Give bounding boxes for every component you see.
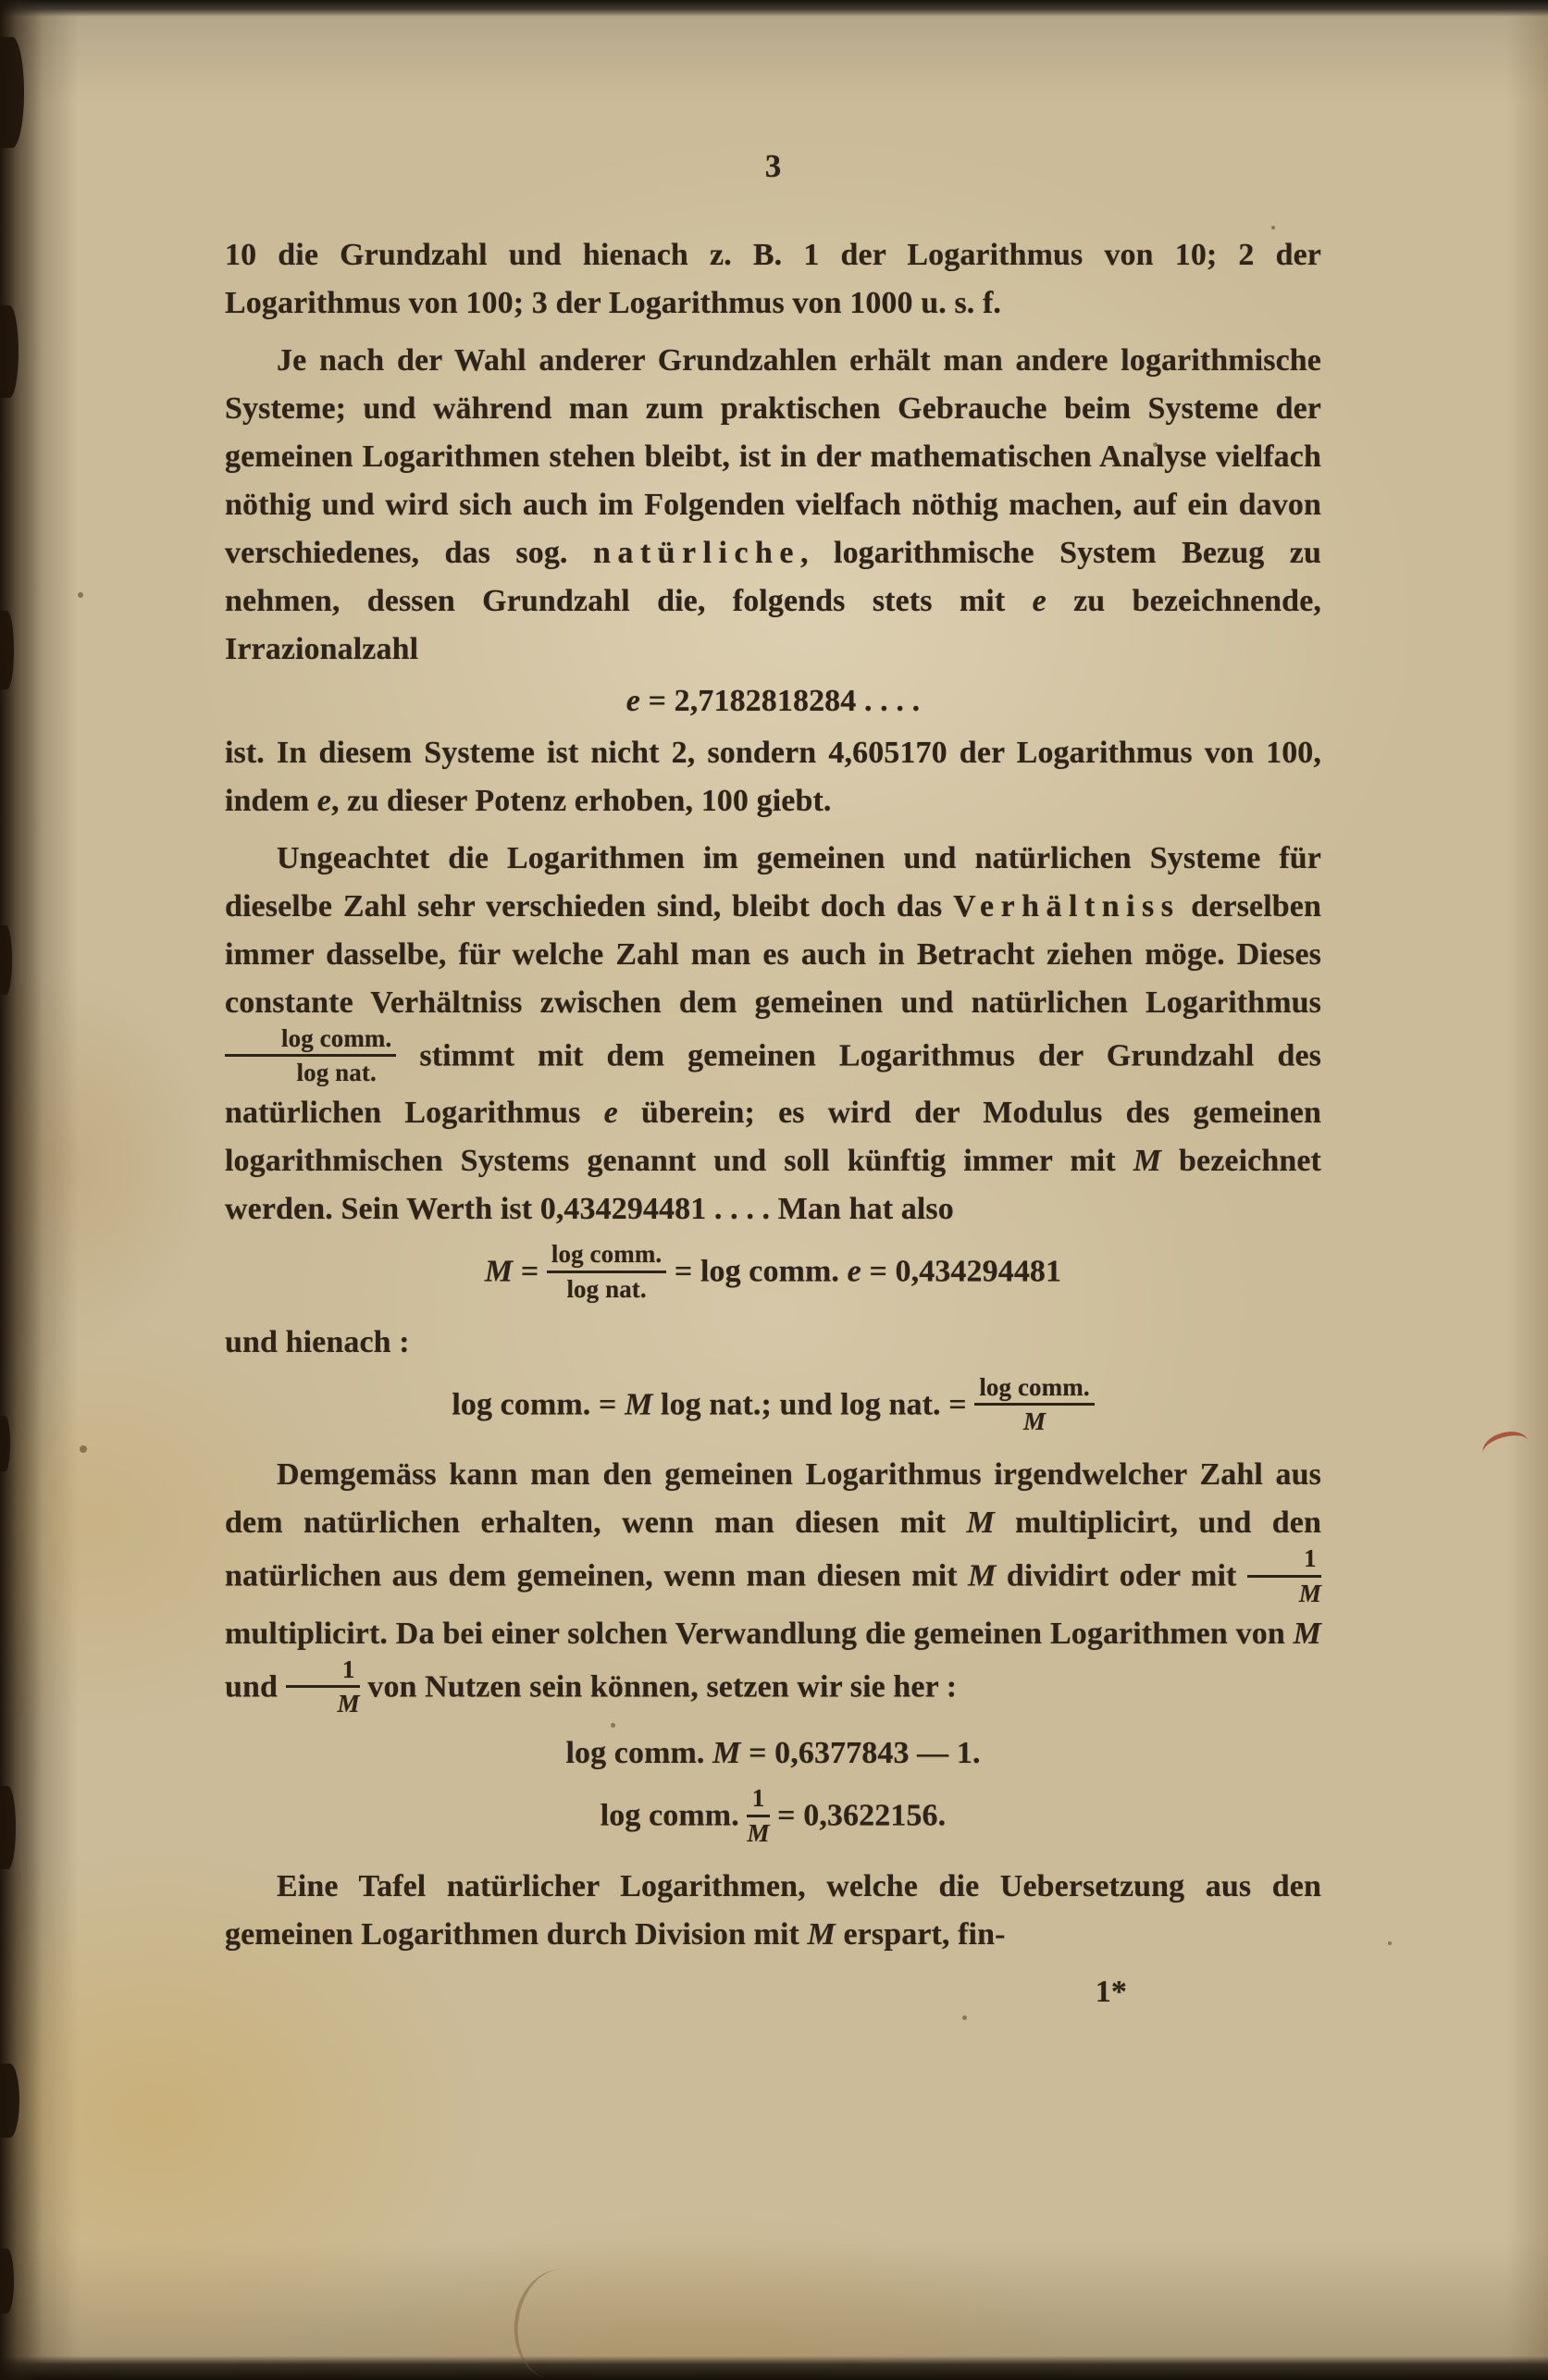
text-run: log nat.; und log nat. = (652, 1387, 975, 1422)
equation-e-value (225, 677, 1321, 725)
red-ink-mark (1480, 1427, 1532, 1468)
letterspaced-text: Verhältniss (953, 889, 1181, 923)
page-number: 3 (764, 148, 782, 184)
italic-text: M (1133, 1144, 1162, 1179)
equation-modulus (225, 1240, 1321, 1305)
equation-log-comm-m (225, 1729, 1321, 1778)
binding-tear (0, 305, 19, 398)
italic-text: M (712, 1736, 741, 1771)
text-run: Je nach der Wahl anderer Grundzahlen erhält man andere logarithmische Systeme; und während man zum praktischen Gebrauche beim Systeme der gemeinen Logarithmen stehen bleibt, ist in der mathematischen Analyse vielfach nöthig und wird sich auch im Folgenden vielfach nöthig machen, auf ein davon verschiedenes, das sog. (225, 343, 1321, 570)
scan-top-edge (0, 0, 1548, 17)
inline-fraction: $\frac{\text{log comm.}}{\text{log nat.}}$ (225, 1024, 396, 1086)
text-run: log comm. (565, 1736, 713, 1771)
text-run: Ungeachtet die Logarithmen im gemeinen und natürlichen Systeme für dieselbe Zahl sehr verschieden sind, bleibt doch das (225, 841, 1321, 923)
text-run: = 0,3622156. (769, 1798, 947, 1833)
paper-speck (1388, 1941, 1392, 1945)
italic-text: e (847, 1255, 861, 1289)
text-run: bezeichnet werden. Sein Werth ist 0,434294481 . . . . Man hat also (225, 1144, 1321, 1227)
text-run: = 0,434294481 (861, 1255, 1062, 1289)
text-run: multiplicirt. Da bei einer solchen Verwandlung die gemeinen Logarithmen von (225, 1616, 1294, 1651)
paragraph-systems-continued (225, 729, 1321, 825)
inline-fraction: $\frac{\text{log comm.}}{M}$ (974, 1373, 1094, 1435)
binding-tear (0, 37, 24, 148)
binding-tear (0, 2064, 19, 2138)
text-run: ist. In diesem Systeme ist nicht 2, sondern 4,605170 der Logarithmus von 100, indem (225, 736, 1321, 818)
text-run: log comm. (600, 1798, 748, 1833)
text-run: Eine Tafel natürlicher Logarithmen, welche die Uebersetzung aus den gemeinen Logarithmen durch Division mit (225, 1868, 1321, 1952)
text-run: , zu dieser Potenz erhoben, 100 giebt. (330, 784, 832, 818)
italic-text: M (966, 1506, 995, 1541)
paragraph-conversion (225, 1451, 1321, 1720)
text-run: überein; es wird der Modulus des gemeinen logarithmischen Systems genannt und soll künftig immer mit (225, 1096, 1321, 1179)
italic-text: M (484, 1255, 514, 1289)
equation-log-relations (225, 1372, 1321, 1438)
text-run: = 0,6377843 — 1. (740, 1736, 981, 1771)
text-run: und hienach : (225, 1324, 410, 1359)
italic-text: e (1032, 584, 1046, 618)
text-run: = log comm. (666, 1255, 848, 1289)
scan-bottom-edge (0, 2356, 1548, 2380)
line-und-hienach (225, 1319, 1321, 1367)
paper-speck (80, 1445, 87, 1453)
paper-speck (78, 592, 83, 598)
signature-mark: 1* (1095, 1974, 1127, 2009)
text-run: zu bezeichnende, Irrazionalzahl (225, 584, 1321, 666)
text-run: Demgemäss kann man den gemeinen Logarithmus irgendwelcher Zahl aus dem natürlichen erhalten, wenn man diesen mit (225, 1457, 1321, 1541)
italic-text: M (807, 1916, 836, 1952)
inline-fraction: $\frac{1}{M}$ (1247, 1544, 1321, 1606)
page-text (225, 231, 1321, 2016)
text-run: derselben immer dasselbe, für welche Zahl man es auch in Betracht ziehen möge. Dieses constante Verhältniss zwischen dem gemeinen und natürlichen Logarithmus (225, 889, 1321, 1020)
text-run: stimmt mit dem gemeinen Logarithmus der Grundzahl des natürlichen Logarithmus (225, 1038, 1321, 1131)
paragraph-table-announcement (225, 1863, 1321, 1959)
equation-log-comm-1-over-m (225, 1784, 1321, 1849)
italic-text: M (625, 1387, 653, 1422)
italic-text: M (968, 1558, 997, 1593)
text-run: multiplicirt, und den natürlichen aus dem gemeinen, wenn man diesen mit (225, 1506, 1321, 1593)
paper-speck (1271, 226, 1275, 229)
binding-tear (0, 925, 12, 995)
text-run: dividirt oder mit (996, 1558, 1247, 1593)
binding-tear (0, 611, 14, 689)
text-run: , logarithmische System Bezug zu nehmen, dessen Grundzahl die, folgends stets mit (225, 536, 1321, 618)
inline-fraction: $\frac{1}{M}$ (747, 1784, 770, 1847)
paragraph-systems (225, 337, 1321, 674)
binding-tear (0, 1786, 16, 1869)
text-run: und (225, 1669, 286, 1704)
text-run: 10 die Grundzahl und hienach z. B. 1 der Logarithmus von 10; 2 der Logarithmus von 100; 3 der Logarithmus von 1000 u. s. f. (225, 238, 1321, 320)
italic-text: e (625, 684, 640, 718)
paragraph-ratio-modulus (225, 835, 1321, 1233)
letterspaced-text: natürliche (592, 536, 800, 570)
italic-text: e (316, 784, 331, 818)
text-run: erspart, fin- (835, 1916, 1006, 1952)
text-run: = 2,7182818284 . . . . (640, 684, 921, 718)
inline-fraction: $\frac{\text{log comm.}}{\text{log nat.}}$ (547, 1240, 666, 1302)
paragraph-intro (225, 231, 1321, 328)
text-run: von Nutzen sein können, setzen wir sie her : (359, 1669, 958, 1704)
text-run: = (513, 1255, 547, 1289)
italic-text: e (603, 1096, 618, 1131)
binding-tear (0, 2249, 14, 2313)
binding-tear (0, 1416, 10, 1471)
text-run: log comm. = (452, 1387, 625, 1422)
inline-fraction: $\frac{1}{M}$ (286, 1655, 360, 1717)
italic-text: M (1293, 1616, 1321, 1651)
